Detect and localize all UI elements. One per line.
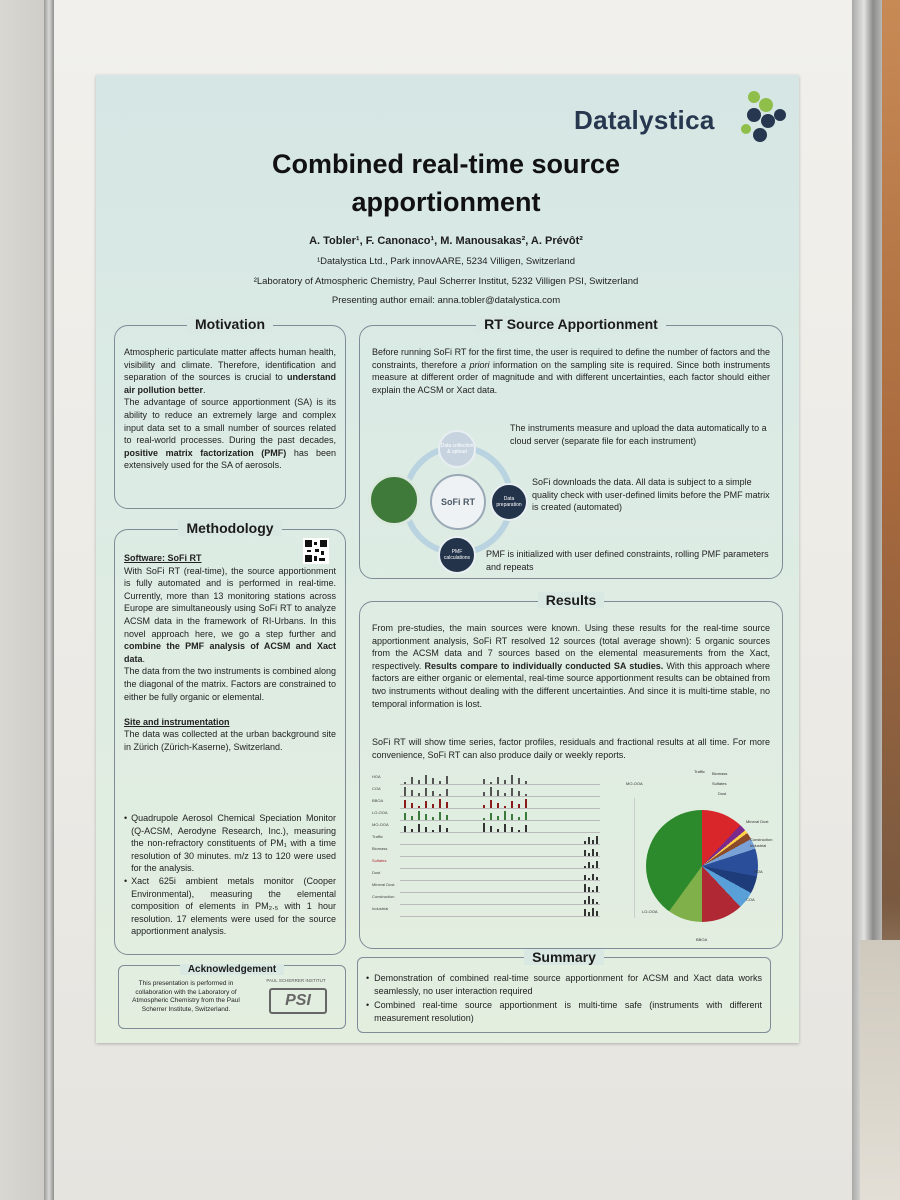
time-series-label: Construction (372, 894, 395, 899)
time-series-bar (511, 814, 513, 820)
time-series-label: MO-OOA (372, 822, 389, 827)
time-series-bar (446, 789, 448, 796)
time-series-bar (592, 840, 594, 844)
results-box (359, 592, 783, 949)
pie-slice-label: Biomass (712, 771, 728, 776)
instrument-list (124, 812, 336, 938)
time-series-label: HOA (372, 774, 381, 779)
time-series-bar (596, 911, 598, 916)
time-series-bar (483, 823, 485, 832)
time-series-bar (504, 793, 506, 796)
time-series-bar (411, 829, 413, 832)
time-series-label: Dust (372, 870, 381, 875)
time-series-bar (432, 817, 434, 820)
time-series-bar (432, 778, 434, 784)
time-series-baseline (400, 892, 600, 893)
rt-box (359, 316, 783, 579)
time-series-label: Traffic (372, 834, 383, 839)
time-series-bar (525, 781, 527, 784)
affiliation-1: ¹Datalystica Ltd., Park innovAARE, 5234 Villigen, Switzerland (316, 256, 576, 267)
time-series-baseline (400, 820, 600, 821)
results-text-1: From pre-studies, the main sources were known. Using these results for the real-time source apportionment analysis, SoFi RT resolved 12 sources (total average shown): 5 organic sources from the ACSM data and 7 sources based on the elemental measurements from the Xact, respectively. Results compare to individually conducted SA studies. With this approach where factors are either organic or elemental, real-time source apportionment results can be obtained from two instruments without dealing with the different uncertainties. And since it is multi-time stable, no temporal information is lost. (372, 623, 770, 709)
rt-step-2: SoFi downloads the data. All data is subject to a simple quality check with user-defined limits before the PMF matrix is created (automated) (532, 477, 770, 513)
fraction-pie-chart (646, 810, 758, 922)
time-series-bar (404, 813, 406, 820)
time-series-bar (518, 804, 520, 808)
node-data-collection: Data collection & upload (438, 430, 476, 468)
time-series-bar (584, 909, 586, 916)
time-series-bar (504, 780, 506, 784)
rt-title: RT Source Apportionment (476, 316, 666, 332)
time-series-bar (411, 803, 413, 808)
list-item: • Quadrupole Aerosol Chemical Speciation Monitor (Q-ACSM, Aerodyne Research, Inc.), measuring the non-refractory constituents of PM₁ with a time resolution of 30 minutes. m/z 13 to 120 were used for the analysis. (124, 813, 336, 874)
time-series-bar (525, 825, 527, 832)
time-series-bar (588, 837, 590, 844)
time-series-bar (446, 828, 448, 832)
pie-slice-label: Dust (718, 791, 727, 796)
time-series-bar (596, 886, 598, 892)
methodology-box (114, 520, 346, 955)
time-series-bar (411, 777, 413, 784)
psi-logo: PSI (269, 988, 327, 1014)
time-series-bar (439, 825, 441, 832)
results-title: Results (538, 592, 605, 608)
time-series-bar (592, 874, 594, 880)
rt-step-1: The instruments measure and upload the data automatically to a cloud server (separate file for each instrument) (510, 423, 767, 446)
time-series-bar (596, 877, 598, 880)
time-series-bar (432, 830, 434, 832)
time-series-bar (418, 793, 420, 796)
time-series-bar (425, 788, 427, 796)
time-series-baseline (400, 808, 600, 809)
time-series-bar (418, 811, 420, 820)
time-series-bar (511, 775, 513, 784)
motivation-text: Atmospheric particulate matter affects human health, visibility and climate. Therefore, identification and separation of the sources is crucial to understand air pollution better. The advantage of source apportionment (SA) is its ability to reduce an extremely large and complex input data set to a small number of sources related to real-world processes. During the past decades, positive matrix factorization (PMF) has been extensively used for the SA of aerosols. (124, 347, 336, 471)
time-series-bar (596, 861, 598, 868)
time-series-bar (584, 850, 586, 856)
time-series-bar (425, 775, 427, 784)
time-series-bar (490, 787, 492, 796)
time-series-bar (446, 802, 448, 808)
time-series-label: LO-OOA (372, 810, 388, 815)
pie-slice-label: Sulfates (712, 781, 727, 786)
time-series-bar (418, 780, 420, 784)
time-series-baseline (400, 916, 600, 917)
time-series-bar (439, 794, 441, 796)
time-series-bar (425, 801, 427, 808)
time-series-bar (425, 827, 427, 832)
pie-slice-label: MO-OOA (626, 781, 643, 786)
time-series-bar (411, 790, 413, 796)
time-series-bar (483, 818, 485, 820)
time-series-bar (596, 836, 598, 844)
summary-title: Summary (524, 949, 604, 965)
time-series-bar (596, 902, 598, 904)
summary-list (366, 972, 762, 1024)
time-series-bar (596, 852, 598, 856)
board-frame-left (44, 0, 54, 1200)
time-series-bar (584, 866, 586, 868)
summary-box (357, 949, 771, 1033)
time-series-bar (404, 826, 406, 832)
time-series-bar (588, 912, 590, 916)
results-text-2: SoFi RT will show time series, factor profiles, residuals and fractional results at all time. For more convenience, SoFi RT can also produce daily or weekly reports. (372, 737, 770, 760)
time-series-bar (490, 800, 492, 808)
time-series-bar (439, 799, 441, 808)
time-series-bar (497, 829, 499, 832)
time-series-bar (490, 782, 492, 784)
time-series-bar (584, 900, 586, 904)
time-series-bar (592, 890, 594, 892)
acknowledgement-text: This presentation is performed in collaboration with the Laboratory of Atmospheric Chemistry from the Paul Scherrer Institute, Switzerland. (132, 980, 240, 1013)
methodology-title: Methodology (178, 520, 281, 536)
time-series-bar (525, 799, 527, 808)
time-series-bar (483, 792, 485, 796)
time-series-bar (592, 908, 594, 916)
node-data-preparation: Data preparation (490, 483, 528, 521)
acknowledgement-title: Acknowledgement (180, 964, 284, 975)
list-item: • Combined real-time source apportionment is multi-time safe (instruments with different measurement resolution) (366, 1000, 762, 1023)
time-series-baseline (400, 856, 600, 857)
time-series-bar (518, 778, 520, 784)
pie-slice-label: Traffic (694, 769, 705, 774)
time-series-bar (404, 782, 406, 784)
time-series-bar (588, 853, 590, 856)
time-series-bar (518, 830, 520, 832)
time-series-bar (518, 817, 520, 820)
time-series-bar (446, 815, 448, 820)
pie-slice-label: HOA (754, 869, 763, 874)
time-series-label: Sulfates (372, 858, 387, 863)
affiliation-2: ²Laboratory of Atmospheric Chemistry, Paul Scherrer Institut, 5232 Villigen PSI, Switzerland (253, 276, 639, 287)
time-series-baseline (400, 904, 600, 905)
list-item: • Demonstration of combined real-time source apportionment for ACSM and Xact data works seamlessly, no user interaction required (366, 973, 762, 996)
time-series-bar (525, 812, 527, 820)
author-email: Presenting author email: anna.tobler@datalystica.com (331, 295, 561, 306)
time-series-bar (490, 813, 492, 820)
time-series-bar (504, 824, 506, 832)
time-series-bar (425, 814, 427, 820)
time-series-bar (418, 806, 420, 808)
time-series-bar (504, 811, 506, 820)
time-series-bar (504, 806, 506, 808)
pie-slice-label: BBOA (696, 937, 708, 942)
time-series-bar (483, 779, 485, 784)
time-series-baseline (400, 880, 600, 881)
title-line-2: apportionment (351, 187, 541, 217)
time-series-bar (446, 776, 448, 784)
node-pmf-calculations: PMF calculations (438, 536, 476, 574)
profile-separator (634, 798, 645, 918)
title-line-1: Combined real-time source (271, 149, 621, 179)
time-series-bar (525, 794, 527, 796)
time-series-bar (439, 781, 441, 784)
pie-slice-label: Industrial (750, 843, 767, 848)
time-series-bar (432, 804, 434, 808)
pie-slice-label: Construction (750, 837, 773, 842)
time-series-label: Biomass (372, 846, 388, 851)
time-series-bar (404, 787, 406, 796)
psi-logo-caption: PAUL SCHERRER INSTITUT (266, 978, 326, 983)
time-series-bar (490, 826, 492, 832)
rt-step-3: PMF is initialized with user defined constraints, rolling PMF parameters and repeats (486, 549, 769, 572)
time-series-bar (497, 816, 499, 820)
pie-slice-label: LO-OOA (642, 909, 658, 914)
poster (96, 75, 799, 1043)
floor (860, 940, 900, 1200)
time-series-bar (497, 777, 499, 784)
time-series-bar (497, 803, 499, 808)
methodology-text: Software: SoFi RT With SoFi RT (real-time), the source apportionment is fully automated and is performed in real-time. Currently, more than 13 monitoring stations across Europe are simultaneously using SoFi RT to analyze ACSM data in the framework of RI-Urbans. In this novel approach here, we go a step further and combine the PMF analysis of ACSM and Xact data. The data from the two instruments is combined along the diagonal of the matrix. Factors are constrained to either be fully organic or elemental. Site and instrumentation The data was collected at the urban background site in Zürich (Zürich-Kaserne), Switzerland. (124, 553, 336, 752)
acknowledgement-box (118, 965, 346, 1029)
time-series-baseline (400, 796, 600, 797)
time-series-bar (588, 878, 590, 880)
pie-slice-label: Mineral Dust (746, 819, 769, 824)
time-series-baseline (400, 844, 600, 845)
time-series-bar (432, 791, 434, 796)
time-series-bar (439, 812, 441, 820)
time-series-bar (592, 865, 594, 868)
pie-slice-label: COA (746, 897, 755, 902)
time-series-baseline (400, 784, 600, 785)
time-series-bar (483, 805, 485, 808)
time-series-label: Mineral Dust (372, 882, 395, 887)
time-series-label: COA (372, 786, 381, 791)
time-series-bar (588, 887, 590, 892)
time-series-label: BBOA (372, 798, 384, 803)
motivation-title: Motivation (187, 316, 273, 332)
time-series-bar (584, 875, 586, 880)
time-series-bar (418, 824, 420, 832)
time-series-panel (372, 772, 634, 922)
list-item: • Xact 625i ambient metals monitor (Cooper Environmental), measuring the elemental composition of elements in PM₂.₅ with 1 hour resolution. 17 elements were used for the source apportionment analysis. (124, 875, 336, 937)
time-series-bar (511, 788, 513, 796)
time-series-bar (588, 896, 590, 904)
time-series-bar (584, 841, 586, 844)
time-series-baseline (400, 832, 600, 833)
time-series-bar (411, 816, 413, 820)
time-series-bar (588, 862, 590, 868)
time-series-bar (404, 800, 406, 808)
time-series-baseline (400, 868, 600, 869)
time-series-bar (584, 884, 586, 892)
source-icon (368, 474, 420, 526)
time-series-bar (511, 827, 513, 832)
authors: A. Tobler¹, F. Canonaco¹, M. Manousakas², A. Prévôt² (309, 235, 583, 247)
wall-left (0, 0, 48, 1200)
datalystica-logo-text: Datalystica (574, 105, 715, 135)
time-series-bar (592, 849, 594, 856)
sofi-rt-center: SoFi RT (430, 474, 486, 530)
time-series-bar (511, 801, 513, 808)
motivation-box (114, 316, 346, 509)
time-series-label: Industrial (372, 906, 389, 911)
poster-title (156, 145, 736, 221)
rt-intro: Before running SoFi RT for the first time, the user is required to define the number of factors and the constraints, therefore a priori information on the sampling site is required. Since both instruments measure at different order of magnitude and with different uncertainties, each factor should either explain the ACSM or Xact data. (372, 347, 770, 395)
time-series-bar (518, 791, 520, 796)
time-series-bar (497, 790, 499, 796)
time-series-bar (592, 899, 594, 904)
